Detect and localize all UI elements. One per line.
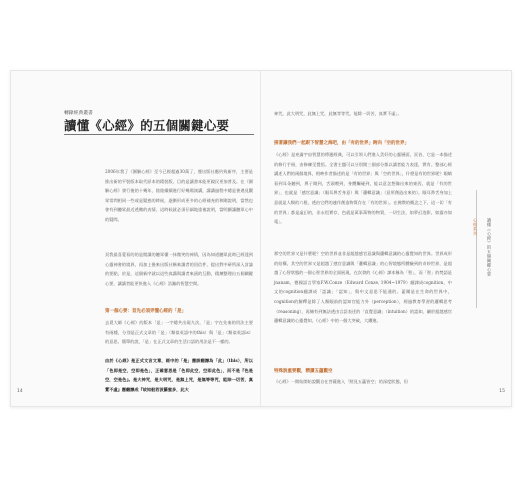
left-page (11, 71, 261, 406)
series-kicker: 轉錄經典叢書 (64, 111, 93, 116)
right-heading-2: 特殊說重要觀，精讀五蘊觀空 (274, 369, 333, 374)
book-spread (10, 70, 512, 407)
left-paragraph-2: 頁我最喜愛看的的是閱讀的聽眾懂一抹微笑的神情，因為知道聽眾此時已經達到心靈神會的境界，再加上後來出版社稱來讀者的回信件，提出對中研所深入討論的要點，於是，這個新序就以這些真講與讀者來函的互動，精煉整理出五個關鍵心要，讓讀者能更快進入《心經》浩瀚的智慧空間。 (105, 252, 253, 286)
title-rule (64, 134, 254, 135)
left-paragraph-3: 去覓大師《心經》的版本「是」一字總共出現九次，「是」字在先秦的用法主要有兩種，分別是正式文章的「是」（類似英語中的this）與「是」（類似英語is）的意思。簡單的說，「是」在正式文章的生活口語的用法是不一樣的。 (105, 320, 253, 345)
right-heading-1: 接著讓我們一起跟下智慧之海吧，由「有的世界」跨向「空的世界」 (274, 141, 409, 146)
left-paragraph-4: 由於《心經》是正式文言文章，經中的「是」應該翻譯為「此」（this），所以「色即是空，空即是色」，正確意思是「色即此空，空即此色」，而不是『色是空，空是色』。是大神咒，是大明咒，是無上咒，是無等等咒，能除一切苦，真實不虛』應翻譯成『故知般若波羅蜜多，此大 (105, 358, 253, 392)
chapter-title: 讀懂《心經》的五個關鍵心要 (64, 118, 230, 133)
side-tab: 心經系列 (473, 218, 478, 236)
side-running-title: 讀懂《心經》的五個關鍵心要 (487, 218, 492, 277)
left-heading-1: 第一個心要：首先必須弄懂心經的「是」 (105, 309, 186, 314)
right-paragraph-2: 《心經》是充滿宇宙智慧的傳遞經典，可以引領人們進入美好的心靈層面，頁首，它是一本描述的修行手冊，由修練至覺悟。全書主題可以分別開三個部分都以讀者能力表達，實有。整部心經講述人們的兩個境界，相映作者描述的是「有的世界」與「空的世界」，什麼是有的世界呢？眼睛看到耳朵聽到，鼻子聞到，舌頭嚐到，身體觸碰到，能以意念想像出來的東西，就是「有的世界」，也就是「感官意識」（眼耳鼻舌身意）與「邏輯意識」（意所創造出來的）。眼耳鼻舌身加上意就是人類的六根，透由它們的連作創造物質存在「有的世界」。在佛教的概念之下，這一切「有的世界」都是虛幻的，非永恆實存，色就是萬事萬物的物質，一切生法，如夢幻泡影，如露亦如電」。 (274, 152, 452, 225)
page-number-right: 15 (499, 389, 505, 394)
right-paragraph-4: 《心經》一開始開始說觀自在菩薩進入「照見五蘊皆空」的深度狀態，但 (274, 379, 409, 384)
right-paragraph-3: 那空的世界又是什麼呢？空的世界並非是超越感官意識與邏輯意識的心靈覺知的世界。世界成形的結構，其空的世界又是超越了感官意識與「邏輯意識」的心智境態所體驗到的奇妙世界，是超越了心智狀態的一個心智世界的全面展現，在次發的《心經》譯本稱為「智」，而「智」的梵語是jnanam，德國語言學家F.W.Conze（Edward Conze, 1904~1979）翻譯成cognition，中文的cognition翻譯成「認識」「認知」，與中文意思不能通的。蓋爾是在生命的世界中，cognition的解釋是除了人類眼前的認知官能力外（perception），經過教育學習的邏輯思考（reasoning），再擁有到無法透由言語表述的「直覺意識」（intuition）的認知，屬於超越感官邏輯意識的心靈覺知，《心經》中的一個大突破，大躍進。 (274, 251, 452, 324)
left-paragraph-1: 2006年我了《圓解心經》至今已經超過30萬了，歷出版社應約致新序，主要是推出新的平裝版本取代原本的精裝版，目的是讓書本能更親民更加普及。在《圓解心經》發行後的十幾年，陸陸續續進行好幾場演講，講講過程中總是會遇見觀眾常問相同一些或是疑惑的時候，逐漸形成更多的心經補充的和剛說明，當然也會有到聽眾最近透徹的表情，這時候就必須仔細地重複說明，當明顯讓聽眾心中的疑問。 (105, 169, 253, 222)
right-paragraph-1: 神咒，此大明咒，此無上咒，此無等等咒，能除一切苦，真實不虛」。 (274, 111, 402, 116)
page-number-left: 14 (17, 389, 23, 394)
